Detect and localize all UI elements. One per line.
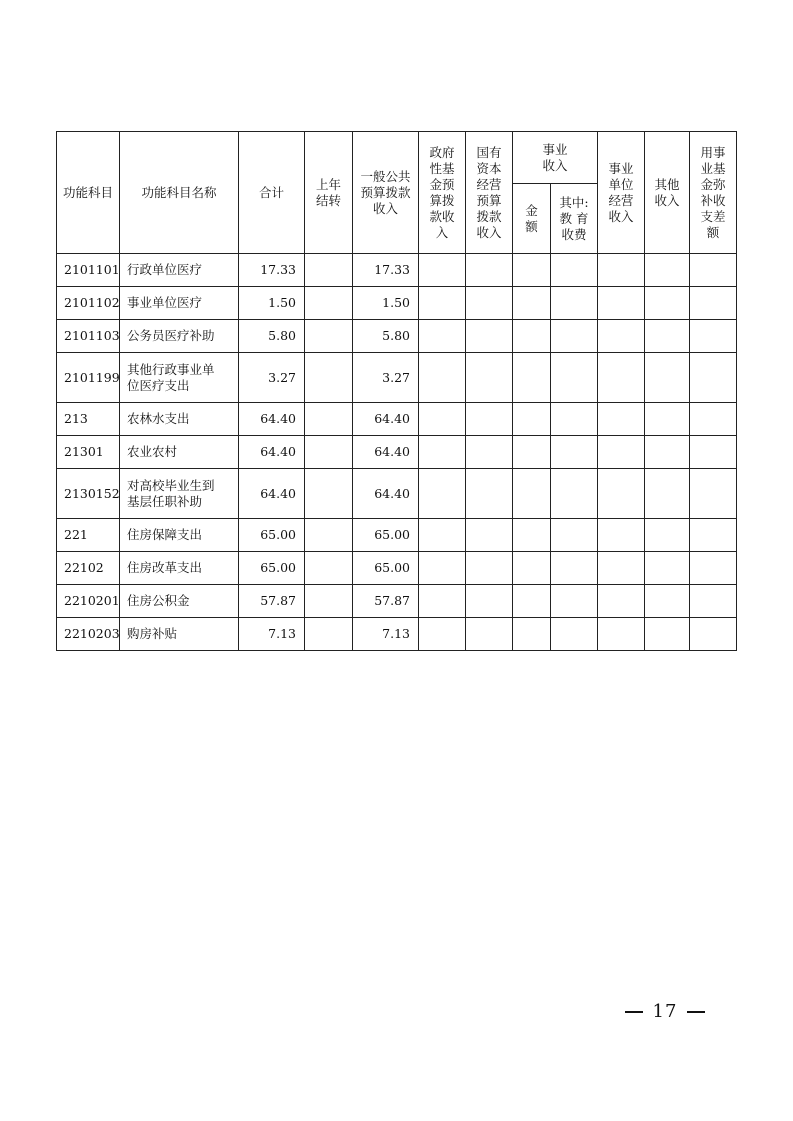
- cell-code: 2101199: [57, 353, 120, 403]
- cell-fund-cover: [690, 618, 737, 651]
- cell-carryover: [305, 519, 353, 552]
- cell-total: 7.13: [239, 618, 305, 651]
- table-row: [57, 519, 737, 552]
- cell-state-capital: [466, 552, 513, 585]
- cell-edu-fee: [551, 287, 598, 320]
- cell-fund-cover: [690, 403, 737, 436]
- cell-amount: [513, 436, 551, 469]
- cell-fund-cover: [690, 287, 737, 320]
- cell-operating-income: [598, 287, 645, 320]
- cell-state-capital: [466, 618, 513, 651]
- cell-operating-income: [598, 436, 645, 469]
- cell-code: 2130152: [57, 469, 120, 519]
- cell-operating-income: [598, 618, 645, 651]
- cell-general-budget: 65.00: [353, 552, 419, 585]
- cell-gov-fund: [419, 254, 466, 287]
- cell-general-budget: 5.80: [353, 320, 419, 353]
- cell-gov-fund: [419, 353, 466, 403]
- cell-amount: [513, 287, 551, 320]
- table-row: [57, 436, 737, 469]
- cell-general-budget: 3.27: [353, 353, 419, 403]
- cell-other-income: [645, 436, 690, 469]
- cell-total: 64.40: [239, 403, 305, 436]
- cell-code: 2210203: [57, 618, 120, 651]
- header-code: 功能科目: [57, 132, 120, 254]
- cell-other-income: [645, 287, 690, 320]
- cell-fund-cover: [690, 320, 737, 353]
- table-row: [57, 552, 737, 585]
- cell-general-budget: 1.50: [353, 287, 419, 320]
- cell-name: 购房补贴: [120, 618, 239, 651]
- header-fund-cover: 用事 业基 金弥 补收 支差 额: [690, 132, 737, 254]
- cell-general-budget: 64.40: [353, 403, 419, 436]
- cell-code: 213: [57, 403, 120, 436]
- cell-fund-cover: [690, 436, 737, 469]
- header-state-capital: 国有 资本 经营 预算 拨款 收入: [466, 132, 513, 254]
- cell-gov-fund: [419, 403, 466, 436]
- cell-code: 21301: [57, 436, 120, 469]
- table-row: [57, 469, 737, 519]
- header-gov-fund: 政府 性基 金预 算拨 款收 入: [419, 132, 466, 254]
- cell-operating-income: [598, 552, 645, 585]
- cell-fund-cover: [690, 469, 737, 519]
- cell-edu-fee: [551, 519, 598, 552]
- cell-fund-cover: [690, 353, 737, 403]
- cell-edu-fee: [551, 469, 598, 519]
- cell-carryover: [305, 254, 353, 287]
- cell-code: 22102: [57, 552, 120, 585]
- cell-total: 17.33: [239, 254, 305, 287]
- cell-total: 5.80: [239, 320, 305, 353]
- cell-gov-fund: [419, 287, 466, 320]
- cell-carryover: [305, 436, 353, 469]
- cell-edu-fee: [551, 353, 598, 403]
- cell-other-income: [645, 403, 690, 436]
- cell-operating-income: [598, 320, 645, 353]
- cell-edu-fee: [551, 585, 598, 618]
- cell-amount: [513, 618, 551, 651]
- cell-amount: [513, 519, 551, 552]
- cell-total: 64.40: [239, 469, 305, 519]
- cell-amount: [513, 552, 551, 585]
- table-row: [57, 287, 737, 320]
- header-amount: 金 额: [513, 184, 551, 254]
- cell-total: 65.00: [239, 519, 305, 552]
- cell-name: 住房改革支出: [120, 552, 239, 585]
- cell-fund-cover: [690, 519, 737, 552]
- header-business-income: 事业 收入: [513, 132, 598, 184]
- cell-amount: [513, 254, 551, 287]
- cell-state-capital: [466, 519, 513, 552]
- cell-edu-fee: [551, 436, 598, 469]
- cell-edu-fee: [551, 403, 598, 436]
- cell-gov-fund: [419, 552, 466, 585]
- cell-carryover: [305, 353, 353, 403]
- cell-operating-income: [598, 403, 645, 436]
- header-carryover: 上年 结转: [305, 132, 353, 254]
- cell-edu-fee: [551, 254, 598, 287]
- table-row: [57, 585, 737, 618]
- cell-carryover: [305, 552, 353, 585]
- cell-code: 2101103: [57, 320, 120, 353]
- cell-code: 2101102: [57, 287, 120, 320]
- income-table-container: [56, 131, 736, 651]
- cell-other-income: [645, 254, 690, 287]
- cell-general-budget: 17.33: [353, 254, 419, 287]
- cell-state-capital: [466, 320, 513, 353]
- cell-operating-income: [598, 254, 645, 287]
- cell-code: 221: [57, 519, 120, 552]
- cell-carryover: [305, 403, 353, 436]
- cell-amount: [513, 469, 551, 519]
- dash-left: [625, 1011, 643, 1013]
- cell-general-budget: 57.87: [353, 585, 419, 618]
- cell-state-capital: [466, 436, 513, 469]
- cell-other-income: [645, 618, 690, 651]
- header-other-income: 其他 收入: [645, 132, 690, 254]
- cell-carryover: [305, 320, 353, 353]
- table-row: [57, 254, 737, 287]
- header-general-budget: 一般公共 预算拨款 收入: [353, 132, 419, 254]
- cell-amount: [513, 403, 551, 436]
- cell-other-income: [645, 353, 690, 403]
- cell-total: 3.27: [239, 353, 305, 403]
- cell-name: 对高校毕业生到 基层任职补助: [120, 469, 239, 519]
- cell-operating-income: [598, 353, 645, 403]
- cell-carryover: [305, 287, 353, 320]
- table-row: [57, 618, 737, 651]
- cell-edu-fee: [551, 552, 598, 585]
- income-table: [56, 131, 737, 651]
- cell-total: 64.40: [239, 436, 305, 469]
- cell-other-income: [645, 585, 690, 618]
- dash-right: [687, 1011, 705, 1013]
- cell-total: 1.50: [239, 287, 305, 320]
- header-total: 合计: [239, 132, 305, 254]
- cell-operating-income: [598, 469, 645, 519]
- cell-other-income: [645, 552, 690, 585]
- table-row: [57, 353, 737, 403]
- cell-name: 住房公积金: [120, 585, 239, 618]
- cell-operating-income: [598, 585, 645, 618]
- cell-gov-fund: [419, 469, 466, 519]
- cell-state-capital: [466, 403, 513, 436]
- cell-general-budget: 65.00: [353, 519, 419, 552]
- cell-total: 57.87: [239, 585, 305, 618]
- cell-gov-fund: [419, 585, 466, 618]
- cell-state-capital: [466, 353, 513, 403]
- cell-name: 住房保障支出: [120, 519, 239, 552]
- cell-operating-income: [598, 519, 645, 552]
- cell-gov-fund: [419, 320, 466, 353]
- cell-amount: [513, 320, 551, 353]
- cell-gov-fund: [419, 618, 466, 651]
- cell-total: 65.00: [239, 552, 305, 585]
- cell-general-budget: 64.40: [353, 469, 419, 519]
- cell-edu-fee: [551, 618, 598, 651]
- cell-fund-cover: [690, 585, 737, 618]
- cell-fund-cover: [690, 254, 737, 287]
- cell-carryover: [305, 618, 353, 651]
- cell-general-budget: 64.40: [353, 436, 419, 469]
- cell-carryover: [305, 585, 353, 618]
- page-number: [610, 1001, 720, 1022]
- cell-name: 农林水支出: [120, 403, 239, 436]
- table-body: [57, 254, 737, 651]
- page-number-text: 17: [652, 1001, 678, 1022]
- cell-carryover: [305, 469, 353, 519]
- header-edu-fee: 其中: 教 育 收费: [551, 184, 598, 254]
- cell-gov-fund: [419, 436, 466, 469]
- cell-code: 2210201: [57, 585, 120, 618]
- header-operating-income: 事业 单位 经营 收入: [598, 132, 645, 254]
- cell-other-income: [645, 519, 690, 552]
- cell-state-capital: [466, 585, 513, 618]
- header-name: 功能科目名称: [120, 132, 239, 254]
- cell-state-capital: [466, 469, 513, 519]
- cell-state-capital: [466, 287, 513, 320]
- cell-amount: [513, 353, 551, 403]
- cell-gov-fund: [419, 519, 466, 552]
- table-row: [57, 320, 737, 353]
- cell-name: 行政单位医疗: [120, 254, 239, 287]
- cell-amount: [513, 585, 551, 618]
- cell-name: 其他行政事业单 位医疗支出: [120, 353, 239, 403]
- cell-other-income: [645, 469, 690, 519]
- table-row: [57, 403, 737, 436]
- cell-state-capital: [466, 254, 513, 287]
- cell-name: 农业农村: [120, 436, 239, 469]
- cell-name: 事业单位医疗: [120, 287, 239, 320]
- cell-edu-fee: [551, 320, 598, 353]
- cell-general-budget: 7.13: [353, 618, 419, 651]
- cell-fund-cover: [690, 552, 737, 585]
- cell-other-income: [645, 320, 690, 353]
- cell-code: 2101101: [57, 254, 120, 287]
- cell-name: 公务员医疗补助: [120, 320, 239, 353]
